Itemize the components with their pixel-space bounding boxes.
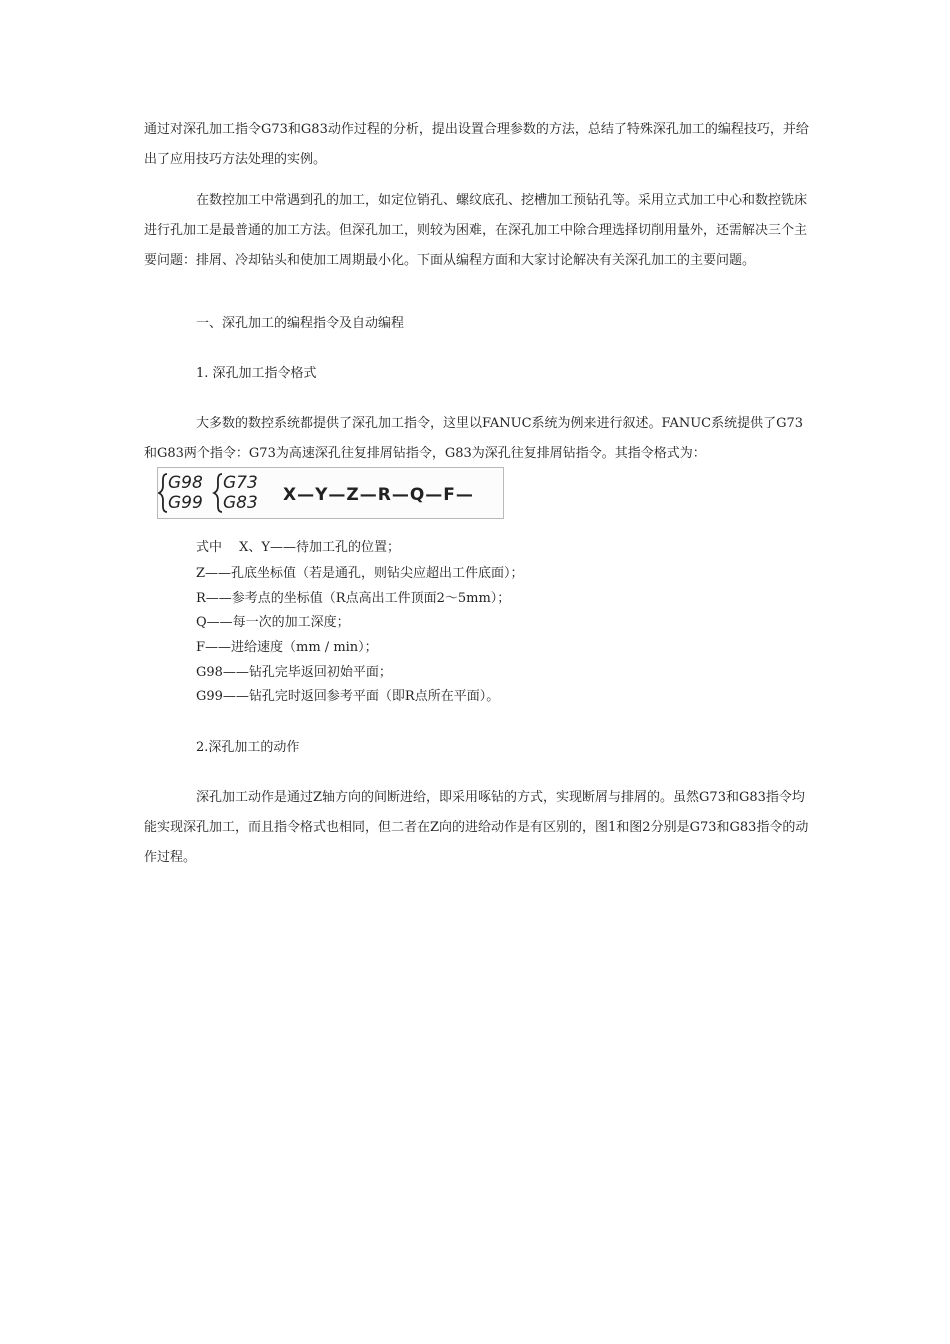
definition-z: Z——孔底坐标值（若是通孔，则钻尖应超出工件底面）；	[196, 566, 524, 581]
section1-heading: 一、深孔加工的编程指令及自动编程	[196, 316, 405, 331]
definition-xy: 式中 X、Y——待加工孔的位置；	[196, 540, 400, 555]
fanuc-paragraph: 大多数的数控系统都提供了深孔加工指令，这里以FANUC系统为例来进行叙述。FANUC系统提供了G73和G83两个指令：G73为高速深孔往复排屑钻指令，G83为深孔往复排屑钻指令。其指令格式为：	[144, 416, 804, 461]
subsection1-heading: 1. 深孔加工指令格式	[196, 366, 317, 381]
action-paragraph: 深孔加工动作是通过Z轴方向的间断进给，即采用啄钻的方式，实现断屑与排屑的。虽然G73和G83指令均能实现深孔加工，而且指令格式也相同，但二者在Z向的进给动作是有区别的，图1和图2分别是G73和G83指令的动作过程。	[144, 790, 809, 865]
left-brace-1	[159, 474, 167, 512]
command-format-svg	[158, 468, 505, 520]
formula-mode-bottom: G99	[168, 493, 203, 513]
definition-g98: G98——钻孔完毕返回初始平面；	[196, 665, 392, 680]
command-format-figure	[157, 467, 504, 519]
definition-r: R——参考点的坐标值（R点高出工件顶面2～5mm）；	[196, 591, 511, 606]
formula-cmd-bottom: G83	[223, 493, 258, 513]
formula-params: X—Y—Z—R—Q—F—	[283, 485, 474, 505]
formula-mode-top: G98	[168, 473, 203, 493]
definition-f: F——进给速度（mm / min）；	[196, 640, 378, 655]
subsection2-heading: 2.深孔加工的动作	[196, 740, 300, 755]
definition-g99: G99——钻孔完时返回参考平面（即R点所在平面）。	[196, 689, 500, 704]
intro-paragraph: 通过对深孔加工指令G73和G83动作过程的分析，提出设置合理参数的方法，总结了特殊深孔加工的编程技巧，并给出了应用技巧方法处理的实例。	[144, 122, 809, 167]
definition-q: Q——每一次的加工深度；	[196, 615, 350, 630]
background-paragraph: 在数控加工中常遇到孔的加工，如定位销孔、螺纹底孔、挖槽加工预钻孔等。采用立式加工中心和数控铣床进行孔加工是最普通的加工方法。但深孔加工，则较为困难，在深孔加工中除合理选择切削用量外，还需解决三个主要问题：排屑、冷却钻头和使加工周期最小化。下面从编程方面和大家讨论解决有关深孔加工的主要问题。	[144, 193, 808, 268]
formula-cmd-top: G73	[223, 473, 258, 493]
left-brace-2	[214, 474, 222, 512]
